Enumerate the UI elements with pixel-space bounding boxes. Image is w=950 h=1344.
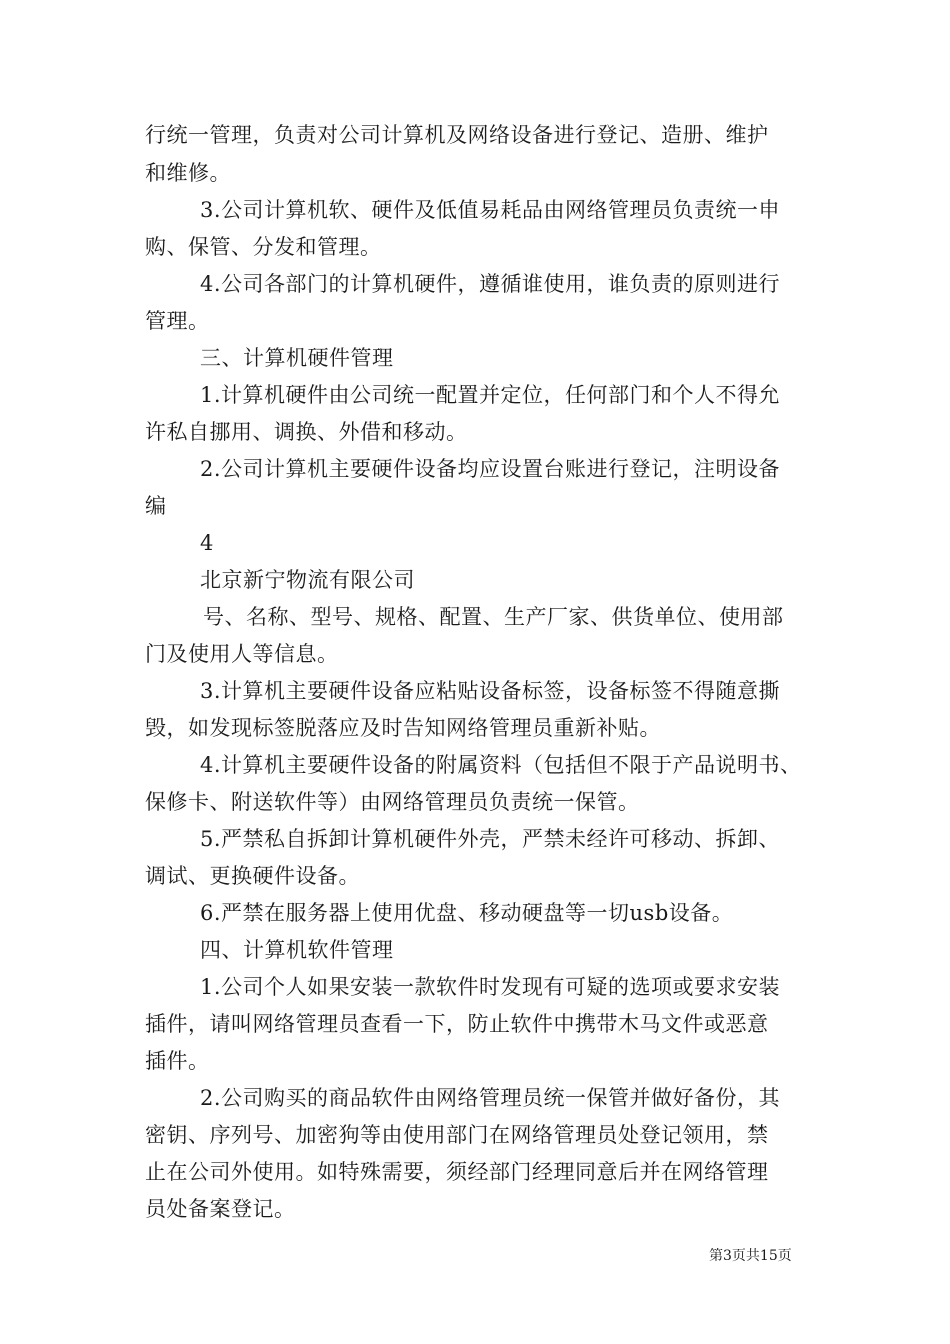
text-line: 4.计算机主要硬件设备的附属资料（包括但不限于产品说明书、	[200, 753, 802, 777]
text-line: 毁，如发现标签脱落应及时告知网络管理员重新补贴。	[145, 716, 661, 740]
section-heading: 三、计算机硬件管理	[200, 346, 394, 370]
text-line: 插件，请叫网络管理员查看一下，防止软件中携带木马文件或恶意	[145, 1012, 769, 1036]
text-line: 和维修。	[145, 161, 231, 185]
page-number-inline: 4	[200, 531, 214, 555]
text-line: 购、保管、分发和管理。	[145, 235, 382, 259]
text-line: 门及使用人等信息。	[145, 642, 339, 666]
text-line: 1.公司个人如果安装一款软件时发现有可疑的选项或要求安装	[200, 975, 781, 999]
text-line: 3.公司计算机软、硬件及低值易耗品由网络管理员负责统一申	[200, 198, 781, 222]
text-line: 止在公司外使用。如特殊需要，须经部门经理同意后并在网络管理	[145, 1160, 769, 1184]
text-line: 员处备案登记。	[145, 1197, 296, 1221]
text-line: 3.计算机主要硬件设备应粘贴设备标签，设备标签不得随意撕	[200, 679, 781, 703]
text-line: 密钥、序列号、加密狗等由使用部门在网络管理员处登记领用，禁	[145, 1123, 769, 1147]
text-line: 2.公司购买的商品软件由网络管理员统一保管并做好备份，其	[200, 1086, 781, 1110]
text-line: 5.严禁私自拆卸计算机硬件外壳，严禁未经许可移动、拆卸、	[200, 827, 781, 851]
text-line: 插件。	[145, 1049, 210, 1073]
company-name: 北京新宁物流有限公司	[200, 568, 415, 592]
text-line: 4.公司各部门的计算机硬件，遵循谁使用，谁负责的原则进行	[200, 272, 781, 296]
page-footer: 第3页共15页	[709, 1248, 792, 1264]
text-line: 管理。	[145, 309, 210, 333]
text-line: 编	[145, 494, 167, 518]
text-line: 6.严禁在服务器上使用优盘、移动硬盘等一切usb设备。	[200, 901, 734, 925]
text-line: 1.计算机硬件由公司统一配置并定位，任何部门和个人不得允	[200, 383, 781, 407]
text-line: 保修卡、附送软件等）由网络管理员负责统一保管。	[145, 790, 640, 814]
text-line: 号、名称、型号、规格、配置、生产厂家、供货单位、使用部	[203, 605, 784, 629]
text-line: 调试、更换硬件设备。	[145, 864, 360, 888]
text-line: 行统一管理，负责对公司计算机及网络设备进行登记、造册、维护	[145, 123, 769, 147]
section-heading: 四、计算机软件管理	[200, 938, 394, 962]
text-line: 许私自挪用、调换、外借和移动。	[145, 420, 468, 444]
text-line: 2.公司计算机主要硬件设备均应设置台账进行登记，注明设备	[200, 457, 781, 481]
